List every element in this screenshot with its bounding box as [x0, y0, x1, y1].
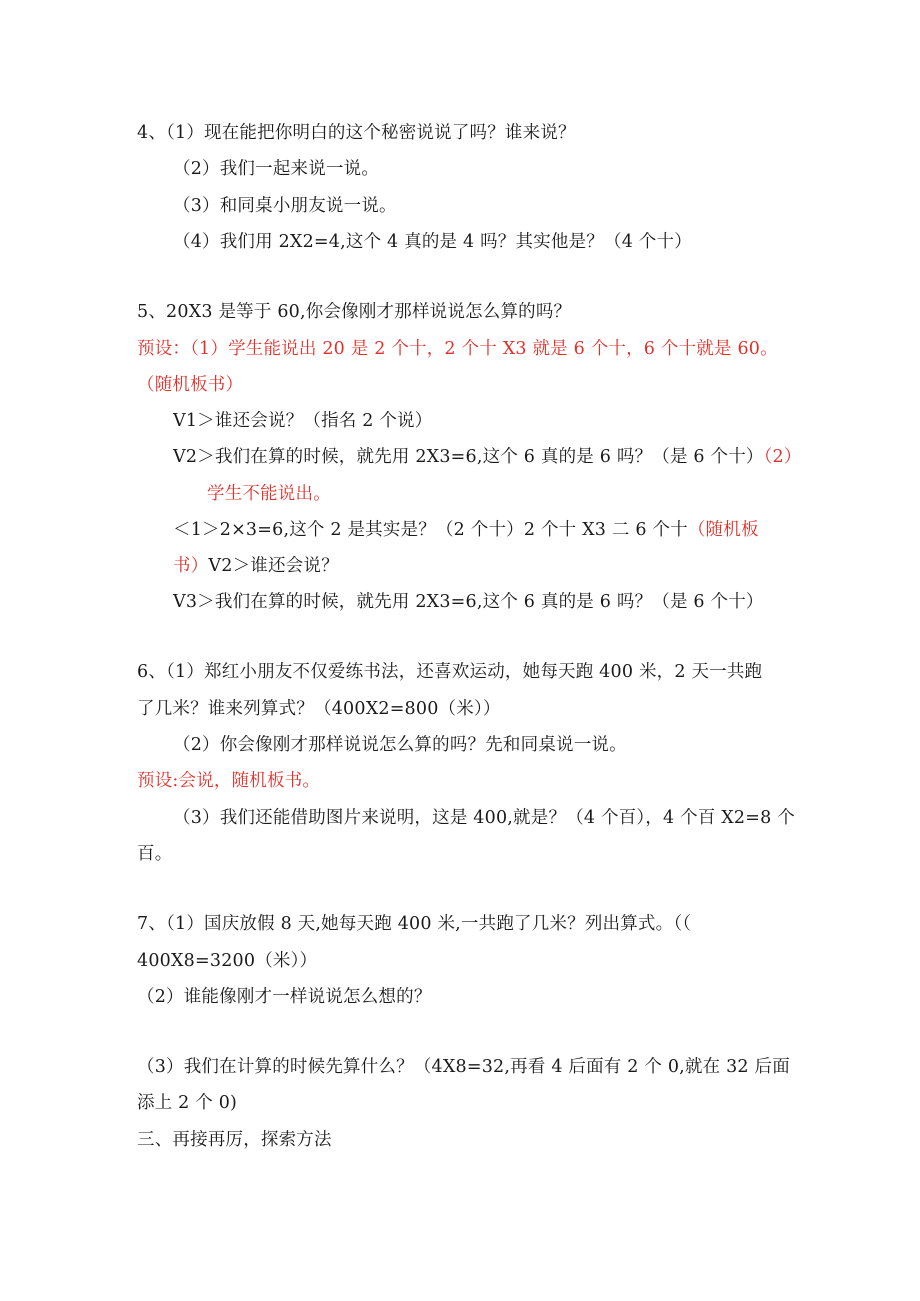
section-3-heading: 三、再接再厉，探索方法 — [137, 1130, 332, 1150]
question-5: 5、20X3 是等于 60,你会像刚才那样说说怎么算的吗？ — [137, 302, 572, 322]
board-note-end: 书） — [173, 556, 209, 576]
v2-line — [173, 445, 802, 469]
question-7-part-1-continued: 400X8=3200（米）） — [137, 951, 318, 971]
question-4-part-2: （2）我们一起来说一说。 — [173, 159, 380, 179]
v3-line: V3＞我们在算的时候，就先用 2X3=6,这个 6 真的是 6 吗？（是 6 个十） — [173, 592, 764, 612]
question-4-part-1: 4、（1）现在能把你明白的这个秘密说说了吗？谁来说？ — [137, 123, 576, 143]
question-6-part-1-continued: 了几米？谁来列算式？（400X2=800（米）） — [137, 699, 501, 719]
step-1-line — [173, 518, 759, 542]
preset-6: 预设:会说，随机板书。 — [137, 771, 321, 791]
question-6-part-3: （3）我们还能借助图片来说明，这是 400,就是？（4 个百），4 个百 X2=8 个 — [173, 808, 795, 828]
v1-line: V1＞谁还会说？（指名 2 个说） — [173, 411, 433, 431]
step-1-text: ＜1＞2×3=6,这个 2 是其实是？（2 个十）2 个十 X3 二 6 个十 — [173, 520, 688, 540]
question-7-part-2: （2）谁能像刚才一样说说怎么想的？ — [137, 987, 432, 1007]
question-7-part-3-continued: 添上 2 个 0) — [137, 1093, 238, 1113]
question-7-part-1: 7、（1）国庆放假 8 天,她每天跑 400 米,一共跑了几米？列出算式。（（ — [137, 914, 692, 934]
v2-again-text: V2＞谁还会说？ — [208, 556, 339, 576]
question-6-part-1: 6、（1）郑红小朋友不仅爱练书法，还喜欢运动，她每天跑 400 米，2 天一共跑 — [137, 662, 763, 682]
step-1-board-note: （随机板 — [687, 520, 759, 540]
question-6-part-3-continued: 百。 — [137, 844, 173, 864]
question-4-part-4: （4）我们用 2X2=4,这个 4 真的是 4 吗？其实他是？（4 个十） — [173, 232, 692, 252]
preset-5-part-1: 预设：（1）学生能说出 20 是 2 个十，2 个十 X3 就是 6 个十，6 个十就是 60。 — [137, 339, 778, 359]
students-cannot-say: 学生不能说出。 — [207, 484, 331, 504]
random-board-note: （随机板书） — [137, 375, 244, 395]
v2-case-2-label: （2） — [763, 447, 802, 467]
question-4-part-3: （3）和同桌小朋友说一说。 — [173, 196, 397, 216]
question-7-part-3: （3）我们在计算的时候先算什么？（4X8=32,再看 4 后面有 2 个 0,就在 32 后面 — [137, 1057, 790, 1077]
question-6-part-2: （2）你会像刚才那样说说怎么算的吗？先和同桌说一说。 — [173, 735, 627, 755]
v2-text: V2＞我们在算的时候，就先用 2X3=6,这个 6 真的是 6 吗？（是 6 个十） — [173, 447, 764, 467]
board-note-continued — [173, 554, 339, 578]
